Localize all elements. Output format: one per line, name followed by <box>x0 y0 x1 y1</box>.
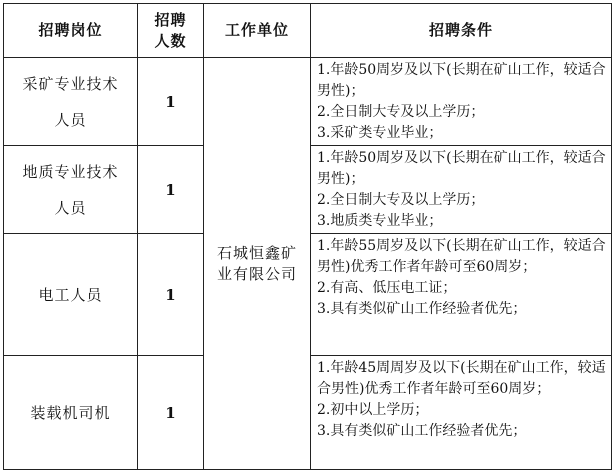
requirement-item: 2.初中以上学历； <box>317 402 429 418</box>
position-cell: 电工人员 <box>4 234 138 356</box>
header-count-line1: 招聘 <box>154 10 187 29</box>
position-line2: 人员 <box>54 110 87 129</box>
table-row <box>4 58 612 146</box>
requirements-cell <box>311 356 612 470</box>
count-cell: 1 <box>138 356 204 470</box>
position-line1: 地质专业技术 <box>22 162 119 181</box>
unit-line2: 业有限公司 <box>216 264 297 283</box>
position-cell <box>4 146 138 234</box>
count-cell: 1 <box>138 234 204 356</box>
count-cell: 1 <box>138 146 204 234</box>
requirements-cell <box>311 146 612 234</box>
header-position: 招聘岗位 <box>4 4 138 58</box>
requirement-item: 2.全日制大专及以上学历； <box>317 192 485 208</box>
requirements-cell <box>311 234 612 356</box>
header-count <box>138 4 204 58</box>
unit-cell <box>204 58 311 470</box>
requirement-item: 1.年龄50周岁及以下(长期在矿山工作，较适合男性)； <box>317 150 606 187</box>
count-cell: 1 <box>138 58 204 146</box>
header-count-line2: 人数 <box>154 31 187 50</box>
requirements-cell <box>311 58 612 146</box>
header-unit: 工作单位 <box>204 4 311 58</box>
requirement-item: 2.有高、低压电工证； <box>317 280 457 296</box>
requirement-item: 1.年龄50周岁及以下(长期在矿山工作，较适合男性)； <box>317 62 606 99</box>
requirement-item: 1.年龄45周周岁及以下(长期在矿山工作，较适合男性)优秀工作者年龄可至60周岁； <box>317 360 606 397</box>
requirement-item: 3.具有类似矿山工作经验者优先； <box>317 301 527 317</box>
requirement-item: 3.采矿类专业毕业； <box>317 125 443 141</box>
requirement-item: 1.年龄55周岁及以下(长期在矿山工作，较适合男性)优秀工作者年龄可至60周岁； <box>317 238 606 275</box>
requirement-item: 3.具有类似矿山工作经验者优先； <box>317 423 527 439</box>
recruitment-table <box>3 3 612 470</box>
requirement-item: 3.地质类专业毕业； <box>317 213 443 229</box>
position-cell <box>4 58 138 146</box>
header-row <box>4 4 612 58</box>
position-line1: 采矿专业技术 <box>22 74 119 93</box>
requirement-item: 2.全日制大专及以上学历； <box>317 104 485 120</box>
header-requirements: 招聘条件 <box>311 4 612 58</box>
unit-line1: 石城恒鑫矿 <box>216 243 297 262</box>
position-line2: 人员 <box>54 198 87 217</box>
position-cell: 装载机司机 <box>4 356 138 470</box>
